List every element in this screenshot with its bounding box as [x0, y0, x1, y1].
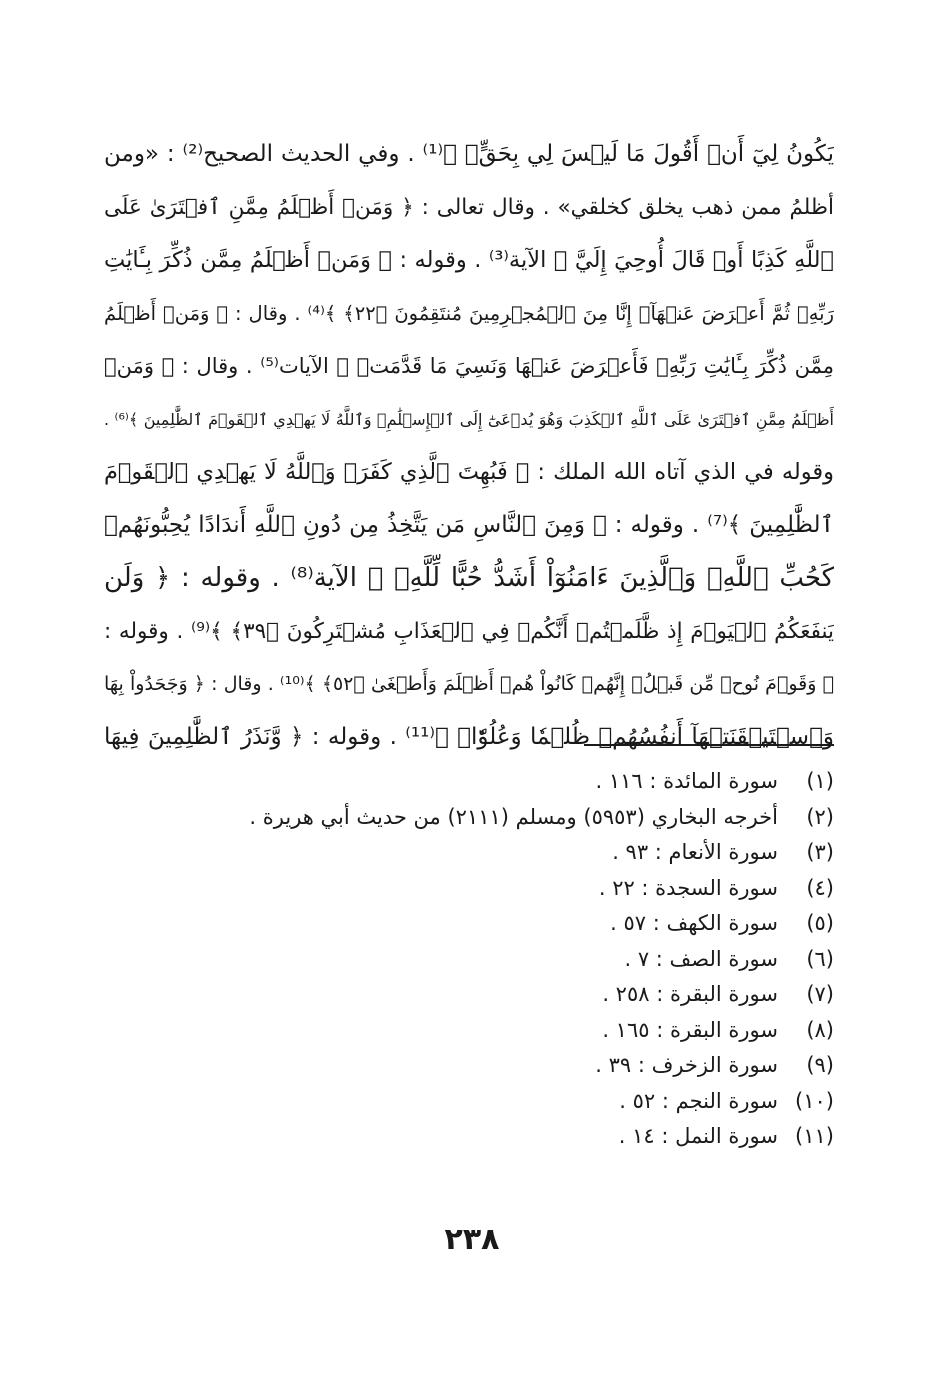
footnotes-list [104, 764, 834, 1155]
body-line: أَظۡلَمُ مِمَّنِ ٱفۡتَرَىٰ عَلَى ٱللَّهِ ٱلۡكَذِبَ وَهُوَ يُدۡعَىٰٓ إِلَى ٱلۡإِسۡلَٰمِۚ وَٱللَّهُ لَا يَهۡدِي ٱلۡقَوۡمَ ٱلظَّٰلِمِينَ ﴾⁽⁶⁾ . [104, 410, 834, 429]
footnote-text: سورة الزخرف : ٣٩ . [595, 1053, 778, 1077]
body-line: وقوله في الذي آتاه الله الملك : ﴿ فَبُهِتَ ٱلَّذِي كَفَرَۗ وَٱللَّهُ لَا يَهۡدِي ٱلۡقَوۡمَ [104, 459, 834, 485]
body-line: ٱلظَّٰلِمِينَ ﴾⁽⁷⁾ . وقوله : ﴿ وَمِنَ ٱلنَّاسِ مَن يَتَّخِذُ مِن دُونِ ٱللَّهِ أَندَادًا يُحِبُّونَهُمۡ [104, 512, 834, 538]
body-line: يَنفَعَكُمُ ٱلۡيَوۡمَ إِذ ظَّلَمۡتُمۡ أَنَّكُمۡ فِي ٱلۡعَذَابِ مُشۡتَرِكُونَ ﴿٣٩﴾ ﴾⁽⁹⁾ . وقوله : [104, 619, 834, 644]
footnote-separator [584, 744, 834, 746]
footnote-text: سورة النمل : ١٤ . [618, 1124, 778, 1148]
body-line: ﴿ وَقَوۡمَ نُوحٖ مِّن قَبۡلُۖ إِنَّهُمۡ كَانُواْ هُمۡ أَظۡلَمَ وَأَطۡغَىٰ ﴿٥٢﴾ ﴾⁽¹⁰⁾ . وقال : ﴿ وَجَحَدُواْ بِهَا [104, 673, 834, 695]
footnote-item [104, 906, 834, 942]
footnote-item [104, 835, 834, 871]
footnote-number: (٣) [806, 840, 834, 864]
footnote-number: (٤) [806, 875, 834, 900]
footnote-item [104, 871, 834, 907]
footnote-text: سورة الأنعام : ٩٣ . [612, 840, 778, 864]
footnote-item [104, 764, 834, 800]
footnote-item [104, 1119, 834, 1155]
footnote-item [104, 1013, 834, 1049]
body-line: يَكُونُ لِيٓ أَنۡ أَقُولَ مَا لَيۡسَ لِي بِحَقٍّۚ ﴾⁽¹⁾ . وفي الحديث الصحيح⁽²⁾ : «ومن [104, 141, 834, 167]
footnote-text: سورة الكهف : ٥٧ . [610, 911, 778, 935]
page-number: ٢٣٨ [444, 1222, 500, 1257]
footnote-item [104, 800, 834, 836]
footnote-item [104, 1084, 834, 1120]
footnote-number: (٩) [806, 1053, 834, 1077]
body-line: وَٱسۡتَيۡقَنَتۡهَآ أَنفُسُهُمۡ ظُلۡمٗا وَعُلُوّٗاۚ ﴾⁽¹¹⁾ . وقوله : ﴿ وَّنَذَرُ ٱلظَّٰلِمِينَ فِيهَا [104, 724, 834, 750]
body-line: رَبِّهِۦ ثُمَّ أَعۡرَضَ عَنۡهَآۚ إِنَّا مِنَ ٱلۡمُجۡرِمِينَ مُنتَقِمُونَ ﴿٢٢﴾ ﴾⁽⁴⁾ . وقال : ﴿ وَمَنۡ أَظۡلَمُ [104, 302, 834, 325]
footnote-number: (١) [806, 769, 834, 793]
footnote-number: (١٠) [795, 1088, 834, 1113]
footnote-number: (٦) [806, 946, 834, 971]
body-line: مِمَّن ذُكِّرَ بِـَٔايَٰتِ رَبِّهِۦ فَأَعۡرَضَ عَنۡهَا وَنَسِيَ مَا قَدَّمَتۡ ﴾ الآيات⁽⁵⁾ . وقال : ﴿ وَمَنۡ [104, 354, 834, 378]
body-line: أظلمُ ممن ذهب يخلق كخلقي» . وقال تعالى : ﴿ وَمَنۡ أَظۡلَمُ مِمَّنِ ٱفۡتَرَىٰ عَلَى [104, 195, 834, 220]
footnote-number: (٥) [806, 911, 834, 935]
body-line: كَحُبِّ ٱللَّهِۖ وَٱلَّذِينَ ءَامَنُوٓاْ أَشَدُّ حُبًّا لِّلَّهِۗ ﴾ الآية⁽⁸⁾ . وقوله : ﴿ وَلَن [104, 563, 834, 593]
footnote-item [104, 1048, 834, 1084]
footnote-text: سورة البقرة : ١٦٥ . [602, 1017, 778, 1042]
footnote-item [104, 942, 834, 978]
footnote-item [104, 977, 834, 1013]
footnote-text: سورة الصف : ٧ . [624, 946, 778, 971]
footnote-text: أخرجه البخاري (٥٩٥٣) ومسلم (٢١١١) من حديث أبي هريرة . [249, 804, 778, 829]
body-text [104, 128, 834, 764]
footnote-text: سورة النجم : ٥٢ . [619, 1088, 778, 1113]
footnote-text: سورة البقرة : ٢٥٨ . [602, 982, 778, 1006]
footnote-number: (٨) [806, 1017, 834, 1042]
footnote-number: (٧) [806, 982, 834, 1006]
footnote-text: سورة السجدة : ٢٢ . [598, 875, 778, 900]
body-line: ٱللَّهِ كَذِبًا أَوۡ قَالَ أُوحِيَ إِلَيَّ ﴾ الآية⁽³⁾ . وقوله : ﴿ وَمَنۡ أَظۡلَمُ مِمَّن ذُكِّرَ بِـَٔايَٰتِ [104, 247, 834, 273]
footnote-number: (٢) [806, 804, 834, 829]
footnote-number: (١١) [795, 1124, 834, 1148]
footnote-text: سورة المائدة : ١١٦ . [595, 769, 778, 793]
